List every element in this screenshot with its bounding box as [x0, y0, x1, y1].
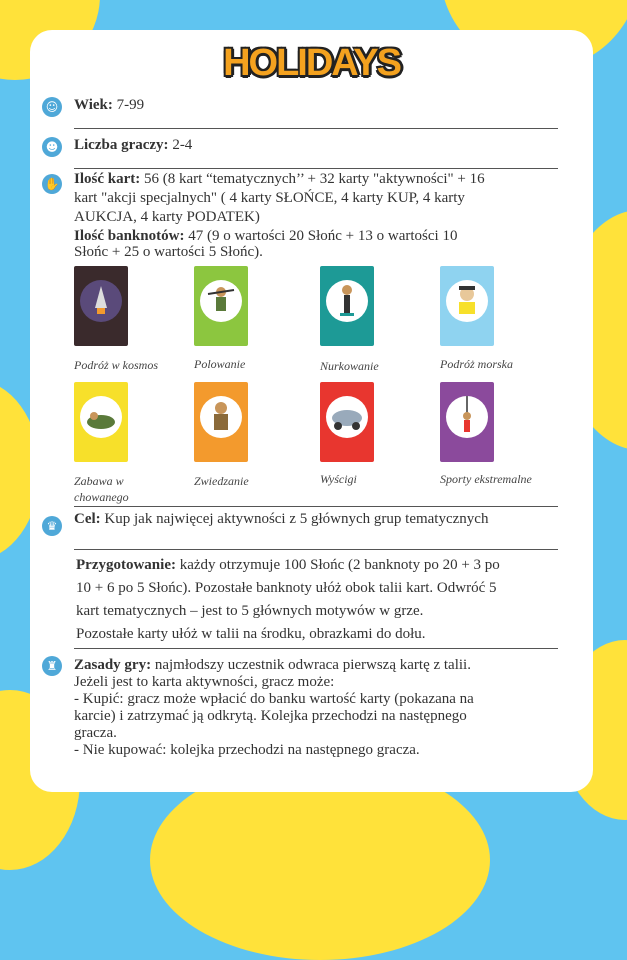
rules-line3: - Kupić: gracz może wpłacić do banku wartość karty (pokazana na [74, 691, 474, 707]
divider [74, 506, 558, 507]
players-line [74, 136, 192, 155]
rules-block [74, 657, 589, 759]
diver-icon [326, 280, 368, 322]
cards-line1: 56 (8 kart “tematycznych’’ + 32 karty "aktywności" + 16 [140, 171, 485, 187]
cards-line3: AUKCJA, 4 karty PODATEK) [74, 209, 260, 225]
hiding-person-icon [80, 396, 122, 438]
theme-card-hide-and-seek [74, 382, 128, 462]
theme-caption-extreme-sports: Sporty ekstremalne [440, 472, 532, 486]
players-value: 2-4 [168, 137, 193, 153]
rules-line5: gracza. [74, 725, 117, 741]
theme-caption-hide-line2: chowanego [74, 490, 129, 504]
race-car-icon [326, 396, 368, 438]
cards-label: Ilość kart: [74, 171, 141, 187]
trophy-icon: ♛ [42, 516, 62, 536]
rules-card [30, 30, 593, 792]
age-label: Wiek: [74, 97, 113, 113]
climber-icon [446, 396, 488, 438]
banknotes-line2: Słońc + 25 o wartości 5 Słońc). [74, 244, 263, 260]
banknotes-label: Ilość banknotów: [74, 228, 185, 244]
setup-line1: każdy otrzymuje 100 Słońc (2 banknoty po 20 + 3 po [175, 557, 500, 573]
age-icon: ☺ [42, 97, 62, 117]
theme-card-hunting [194, 266, 248, 346]
theme-caption-sea-voyage: Podróż morska [440, 357, 514, 371]
age-line [74, 96, 144, 115]
theme-caption-hide-and-seek [74, 473, 129, 505]
rocket-icon [80, 280, 122, 322]
goal-value: Kup jak najwięcej aktywności z 5 głównych grup tematycznych [100, 511, 489, 527]
theme-card-diving [320, 266, 374, 346]
theme-caption-space: Podróż w kosmos [74, 358, 159, 372]
sailor-icon [446, 280, 488, 322]
theme-caption-hunting: Polowanie [194, 357, 246, 371]
divider [74, 549, 558, 550]
rules-line1: najmłodszy uczestnik odwraca pierwszą kartę z talii. [151, 657, 471, 673]
divider [74, 168, 558, 169]
setup-line4: Pozostałe karty ułóż w talii na środku, obrazkami do dołu. [76, 626, 426, 642]
hunter-icon [200, 280, 242, 322]
divider [74, 128, 558, 129]
rules-line6: - Nie kupować: kolejka przechodzi na następnego gracza. [74, 742, 420, 758]
setup-line3: kart tematycznych – jest to 5 głównych motywów w grze. [76, 603, 424, 619]
cards-info [74, 170, 574, 262]
players-icon: ☻ [42, 137, 62, 157]
divider [74, 648, 558, 649]
age-value: 7-99 [112, 97, 145, 113]
theme-card-sightseeing [194, 382, 248, 462]
hand-cards-icon: ✋ [42, 174, 62, 194]
players-label: Liczba graczy: [74, 137, 169, 153]
tourist-icon [200, 396, 242, 438]
setup-line2: 10 + 6 po 5 Słońc). Pozostałe banknoty ułóż obok talii kart. Odwróć 5 [76, 580, 497, 596]
rules-icon: ♜ [42, 656, 62, 676]
rules-line2: Jeżeli jest to karta aktywności, gracz może: [74, 674, 335, 690]
cards-line2: kart "akcji specjalnych" ( 4 karty SŁOŃCE, 4 karty KUP, 4 karty [74, 190, 465, 206]
setup-label: Przygotowanie: [76, 557, 176, 573]
rules-line4: karcie) i zatrzymać ją odkrytą. Kolejka przechodzi na następnego [74, 708, 467, 724]
theme-caption-racing: Wyścigi [320, 472, 357, 486]
theme-card-extreme-sports [440, 382, 494, 462]
setup-block [76, 554, 588, 646]
banknotes-line1: 47 (9 o wartości 20 Słońc + 13 o wartości 10 [184, 228, 458, 244]
theme-caption-sightseeing: Zwiedzanie [194, 474, 249, 488]
holidays-logo: HOLIDAYS [223, 42, 400, 84]
theme-card-sea-voyage [440, 266, 494, 346]
theme-caption-diving: Nurkowanie [320, 359, 379, 373]
goal-line [74, 510, 589, 529]
theme-card-space [74, 266, 128, 346]
goal-label: Cel: [74, 511, 101, 527]
theme-card-racing [320, 382, 374, 462]
rules-label: Zasady gry: [74, 657, 152, 673]
theme-caption-hide-line1: Zabawa w [74, 474, 124, 488]
